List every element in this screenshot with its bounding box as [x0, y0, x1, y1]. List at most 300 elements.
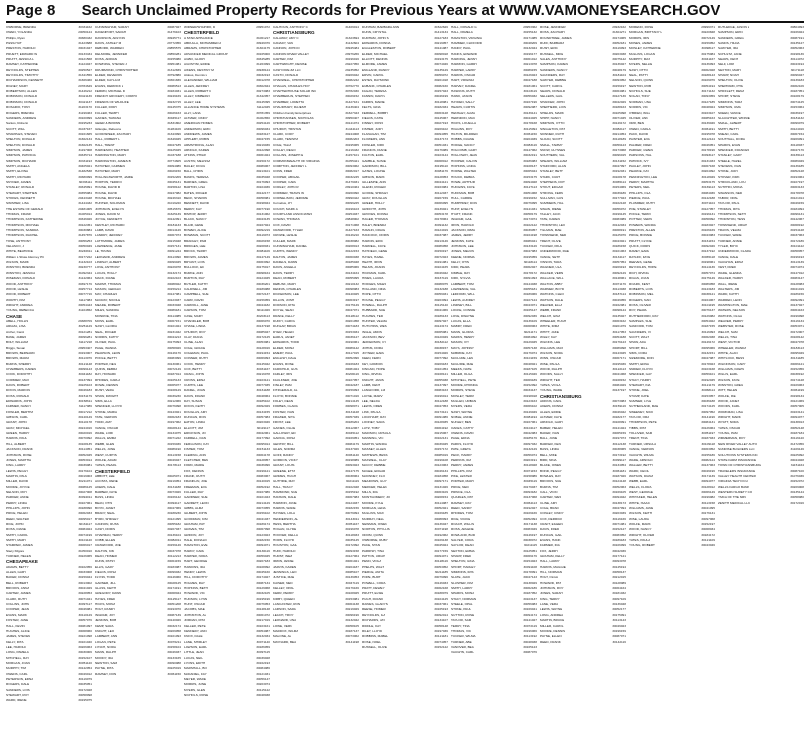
property-id: 30079094: [345, 511, 359, 516]
owner-name: ERVIN, CAROL: [362, 73, 384, 78]
owner-name: MULLEN, URBAN: [451, 399, 477, 404]
owner-name: BLACK, NANCY: [184, 217, 207, 222]
owner-name: JOHNSON, ROSE: [6, 452, 32, 457]
property-id: 30059101: [701, 372, 715, 377]
property-id: 30028125: [167, 580, 181, 585]
owner-name: MONTGOMERY, JO: [362, 495, 391, 500]
property-id: 30149172: [612, 121, 626, 126]
owner-name: FERRIN, MICHAEL D: [95, 89, 125, 94]
locality-name: CHESAPEAKE: [6, 559, 38, 565]
property-id: 30176089: [434, 147, 448, 152]
owner-name: William L Shaw Attorney PC: [6, 254, 45, 259]
owner-name: OAKES, CATHY: [451, 425, 474, 430]
owner-name: ZIMMERMAN, ROY: [718, 436, 746, 441]
property-id: 30057054: [612, 260, 626, 265]
owner-name: SAUNDERS, RAY: [540, 73, 566, 78]
owner-name: SHORT, STEVE: [718, 94, 741, 99]
property-id: 30062033: [78, 511, 92, 516]
property-id: 30171068: [345, 222, 359, 227]
owner-name: ROSE, NOEL: [362, 639, 381, 644]
property-id: 30257714: [78, 286, 92, 291]
owner-name: LOVE, DWAYNE: [451, 313, 475, 318]
owner-name: WINSTON, JESSICA: [6, 270, 36, 275]
owner-name: MEEKS, NATE: [451, 367, 472, 371]
owner-name: STEELE, OPAL: [451, 602, 473, 607]
property-id: 30113038: [612, 286, 626, 291]
property-id: 30047083: [523, 249, 537, 254]
owner-name: ALLEN, ROBERT C: [184, 89, 212, 94]
property-id: 30064159: [167, 559, 181, 564]
property-id: 30136104: [167, 532, 181, 537]
listing-row: [718, 501, 804, 506]
property-id: 30132044: [523, 46, 537, 51]
owner-name: MAXWELL, CLAY: [362, 457, 387, 462]
owner-name: JEFFERSON, CY: [362, 340, 387, 345]
owner-name: SCHULTZ, JANE: [718, 51, 742, 56]
property-id: 30012078: [256, 78, 270, 83]
property-id: 30058105: [345, 623, 359, 628]
owner-name: CARTWRIGHT, DENISE: [273, 62, 307, 67]
owner-name: ROBINSON, MEL: [629, 292, 654, 297]
owner-name: PORTER, NEIL: [95, 361, 117, 366]
owner-name: BARKER, KEN: [540, 441, 561, 446]
listing-column: [6, 25, 92, 735]
property-id: 30211171: [523, 329, 537, 334]
property-id: 30049056: [612, 297, 626, 302]
property-id: 31284106: [167, 126, 181, 131]
owner-name: THORNTON, TESS: [718, 217, 746, 222]
owner-name: AKERS, DONNA: [540, 404, 564, 409]
property-id: 30153057: [701, 393, 715, 398]
owner-name: THOMAS, VIC: [451, 628, 472, 633]
property-id: 30187114: [612, 292, 626, 297]
property-id: 30099079: [790, 121, 804, 126]
property-id: 30085107: [345, 570, 359, 575]
property-id: 30126064: [701, 425, 715, 430]
owner-name: PEARCE, KAY: [629, 169, 650, 174]
owner-name: DAVIS, FRANK: [184, 393, 206, 398]
owner-name: FAIRCHILD, GUS: [273, 367, 298, 371]
owner-name: NORRIS, VIC: [629, 105, 648, 110]
owner-name: ENGLISH, DALE: [273, 356, 297, 361]
owner-name: CANNON RIVER VALLEY: [273, 51, 310, 56]
property-id: 30045119: [523, 479, 537, 484]
property-id: 30199121: [256, 468, 270, 473]
property-id: 30043021: [612, 238, 626, 243]
property-id: 30169041: [523, 607, 537, 612]
property-id: 30087100: [790, 468, 804, 473]
owner-name: WAGNER, ULA: [540, 265, 562, 270]
property-id: 30167061: [523, 420, 537, 425]
owner-name: CORMIER, TRAVIS W: [273, 190, 304, 195]
property-id: 30210132: [345, 281, 359, 286]
property-id: 30059045: [256, 554, 270, 559]
property-id: 30093078: [612, 559, 626, 564]
property-id: 30093117: [701, 153, 715, 158]
property-id: 30096047: [790, 73, 804, 78]
owner-name: HART, GEORGE: [184, 559, 208, 564]
owner-name: COOK, HENRY: [184, 361, 206, 366]
property-id: 30087134: [256, 580, 270, 585]
owner-name: DYER, HELEN: [273, 329, 294, 334]
property-id: 30108135: [78, 441, 92, 446]
owner-name: WHITLOCK, BESS: [718, 356, 745, 361]
owner-name: HALL, PAMELA: [451, 30, 473, 35]
property-id: 30146033: [434, 580, 448, 585]
property-id: 29951072: [256, 25, 270, 29]
property-id: 31444113: [345, 126, 359, 131]
owner-name: TATE, VERNON: [95, 415, 118, 420]
owner-name: ELLIOTT, JIM: [184, 425, 203, 430]
property-id: 31457876: [78, 233, 92, 238]
property-id: 30103137: [523, 596, 537, 601]
property-id: 30055182: [167, 521, 181, 526]
owner-name: JENNINGS, LEO: [273, 570, 297, 575]
property-id: 30041037: [256, 516, 270, 521]
property-id: 30232715: [167, 99, 181, 104]
property-id: 30172186: [790, 238, 804, 243]
owner-name: CURTIS, LEE: [184, 383, 204, 388]
owner-name: HOWELL, RALPH: [362, 302, 388, 307]
owner-name: EDWARDS, JOHN: [6, 399, 32, 404]
property-id: 30086125: [78, 484, 92, 489]
owner-name: LITTLE, JEAN: [184, 650, 204, 655]
owner-name: DAVIS, ASHLEY M: [95, 41, 122, 46]
owner-name: DOSS, ADRIAN: [95, 57, 118, 62]
owner-name: HANCOCK, DORIS: [362, 233, 389, 238]
owner-name: RAMSEY, DON: [95, 671, 117, 676]
owner-name: STRONG, FERN: [540, 190, 564, 195]
property-id: 30057074: [701, 270, 715, 275]
property-id: 30054188: [612, 334, 626, 339]
owner-name: LONG, PAMELA: [6, 650, 29, 655]
property-id: 30159044: [78, 575, 92, 580]
property-id: 30061012: [523, 57, 537, 62]
owner-name: STEPHENS, DOT: [540, 179, 565, 184]
owner-name: JENKINS, BOB: [95, 618, 117, 623]
property-id: 30251129: [78, 324, 92, 329]
property-id: 30169113: [701, 185, 715, 190]
property-id: 30048064: [256, 393, 270, 398]
owner-name: LINK, PAULA: [362, 409, 381, 414]
owner-name: HARMON, JUNE: [273, 500, 297, 505]
owner-name: SUTHERLAND, MAE: [629, 404, 659, 409]
owner-name: GROVES, DONNA: [362, 212, 389, 217]
owner-name: YOUNG, PAM: [718, 431, 738, 436]
property-id: 30515679: [167, 206, 181, 211]
property-id: 30155192: [345, 489, 359, 494]
owner-name: PETERS, NEIL: [629, 185, 650, 190]
owner-name: ERICKSON, JO: [184, 431, 206, 436]
property-id: 30029152: [345, 94, 359, 99]
owner-name: SIZEMORE, DON: [629, 356, 654, 361]
owner-name: STRICKLAND, LOU: [718, 179, 746, 184]
property-id: 30118033: [345, 532, 359, 537]
property-id: 30164067: [701, 297, 715, 302]
property-id: 30166142: [167, 495, 181, 500]
owner-name: GARCIA, ROSA: [273, 436, 296, 441]
owner-name: POPE, BURT: [362, 575, 381, 580]
property-id: 30181032: [612, 591, 626, 596]
property-id: 30041019: [790, 286, 804, 291]
property-id: 30154026: [434, 350, 448, 355]
property-id: 30118081: [434, 99, 448, 104]
owner-name: MALONE, AL: [273, 634, 292, 639]
property-id: 30938124: [256, 67, 270, 72]
owner-name: JACKSON, BEV: [362, 334, 385, 339]
property-id: 30221098: [78, 634, 92, 639]
property-id: 30225103: [78, 383, 92, 388]
property-id: 30166183: [345, 361, 359, 366]
owner-name: WORTH, KIM: [6, 297, 25, 302]
property-id: 30146210: [345, 233, 359, 238]
property-id: 30124148: [612, 479, 626, 484]
owner-name: REED, FRANK: [540, 639, 561, 644]
property-id: 30087139: [167, 612, 181, 617]
listing-row: [451, 650, 537, 655]
property-id: 30196066: [523, 628, 537, 633]
property-id: 30108179: [790, 94, 804, 99]
property-id: 30039028: [256, 655, 270, 660]
property-id: 30049012: [78, 671, 92, 676]
owner-name: CORNELISON, JEROME: [273, 196, 309, 200]
property-id: 30103168: [701, 367, 715, 371]
property-id: 30177159: [434, 548, 448, 553]
property-id: 30254126: [256, 121, 270, 126]
property-id: 30171132: [701, 89, 715, 94]
owner-name: GOFF, RANDY: [273, 452, 294, 457]
owner-name: WOLFE, MARK: [629, 521, 651, 526]
owner-name: CORLEY, JOHN R: [273, 185, 299, 190]
owner-name: MORRIS, JUNE: [184, 682, 207, 687]
property-id: 30199082: [701, 495, 715, 500]
property-id: 30189088: [256, 286, 270, 291]
owner-name: STONE, PAUL: [451, 607, 472, 612]
property-id: 30104125: [434, 596, 448, 601]
owner-name: CASTO, DONALD: [273, 73, 299, 78]
owner-name: MERCER, HELEN: [362, 484, 388, 489]
property-id: 30213101: [256, 169, 270, 174]
owner-name: BROWN, BERNARD: [6, 350, 35, 355]
owner-name: DOSS, RONALD: [6, 393, 30, 398]
property-id: 30203074: [256, 682, 270, 687]
owner-name: HOPKINS, LINDA: [451, 163, 476, 168]
property-id: 30161188: [256, 388, 270, 393]
property-id: 30048038: [256, 692, 270, 697]
owner-name: PRUITT, JESSICA L: [6, 57, 34, 62]
property-id: 30030006: [78, 650, 92, 655]
owner-name: GIBBS, ALMA: [184, 505, 204, 510]
property-id: 30047188: [523, 78, 537, 83]
owner-name: SALES, ANTHONY: [540, 57, 567, 62]
property-id: 30095017: [78, 516, 92, 521]
property-id: 30186083: [523, 158, 537, 163]
owner-name: FOLEY, DEAN: [273, 399, 294, 404]
owner-name: ESTES, RAYMOND: [362, 78, 390, 83]
property-id: 30083116: [523, 142, 537, 147]
property-id: 30127136: [612, 94, 626, 99]
owner-name: APPLEBY, ROBIN: [184, 137, 210, 142]
property-id: 30052021: [434, 505, 448, 510]
owner-name: RIGNEY, MARY: [6, 83, 29, 88]
owner-name: BASS, LINDA: [540, 447, 560, 452]
owner-name: QUICK, DORIS: [629, 244, 651, 249]
property-id: 30137197: [612, 388, 626, 393]
property-id: 30106099: [612, 543, 626, 548]
owner-name: REYNOLDS, TIMOTHY: [6, 73, 39, 78]
owner-name: BROOKS, SUE: [540, 479, 562, 484]
property-id: 30072137: [256, 292, 270, 297]
owner-name: TAYLOR, SAM: [451, 618, 472, 623]
property-id: 30046134: [434, 468, 448, 473]
owner-name: SIMS, ELLA: [95, 399, 112, 404]
property-id: 30951081: [167, 62, 181, 67]
owner-name: NUNLEY, BEN: [451, 420, 472, 425]
property-id: 30203094: [434, 297, 448, 302]
owner-name: ADKINS, CARL: [540, 399, 562, 404]
property-id: 30196078: [345, 527, 359, 532]
owner-name: DEBORD, WARREN: [95, 46, 124, 51]
property-id: 30208154: [434, 495, 448, 500]
property-id: 30032245: [345, 174, 359, 179]
property-id: 30084024: [78, 527, 92, 532]
owner-name: YATES, PEARL: [95, 463, 117, 468]
property-id: 30213078: [523, 62, 537, 67]
owner-name: HATFIELD, GENE: [362, 249, 388, 254]
owner-name: McBRIDE, KAY: [451, 350, 473, 355]
property-id: 30137026: [345, 447, 359, 452]
property-id: 30165193: [434, 607, 448, 612]
property-id: 20784649: [78, 83, 92, 88]
property-id: 30104165: [434, 265, 448, 270]
owner-name: PATE, GRETA: [451, 447, 471, 452]
owner-name: HICKMAN, KARL: [362, 270, 387, 275]
owner-name: HORN, FLOYD: [273, 538, 295, 542]
property-id: 30066149: [701, 489, 715, 494]
owner-name: PLUMMER, RUTH: [629, 201, 655, 206]
property-id: 30132188: [434, 286, 448, 291]
owner-name: HUNT, EVELYN: [451, 206, 473, 211]
owner-name: ORR, BEN: [629, 121, 644, 126]
owner-name: WOOD, ROBERT: [6, 292, 31, 297]
property-id: 30153081: [345, 596, 359, 601]
owner-name: BAILEY, DOUG: [184, 163, 206, 168]
property-id: 30063052: [701, 447, 715, 452]
property-id: 30066121: [790, 361, 804, 366]
property-id: 30140026: [167, 618, 181, 623]
owner-name: AMERICAN HOMES: [184, 121, 213, 126]
owner-name: ACOSTA, RENE: [95, 479, 118, 484]
listing-column: [362, 25, 448, 735]
owner-name: CLINE, ALAN: [184, 340, 203, 345]
owner-name: WISE, PAULA: [540, 361, 560, 366]
property-id: 30096196: [345, 612, 359, 617]
property-id: 30184172: [701, 532, 715, 537]
property-id: 31117218: [78, 340, 92, 345]
owner-name: WOOD, ANTHONY: [6, 281, 33, 286]
property-id: 30162193: [256, 660, 270, 665]
owner-name: PERRY, LINDA: [6, 500, 28, 505]
owner-name: PACK, DAVID: [629, 131, 649, 136]
property-id: 30098083: [345, 286, 359, 291]
owner-name: COOPER, JEAN: [6, 607, 30, 612]
owner-name: EVANS, ROSE: [273, 361, 294, 366]
property-id: 30083049: [523, 527, 537, 532]
property-id: 30094042: [612, 495, 626, 500]
owner-name: PARKER, ANNE: [6, 495, 29, 500]
property-id: 30098164: [256, 270, 270, 275]
owner-name: HEATH, IRVIN: [362, 260, 383, 265]
property-id: 30121031: [256, 671, 270, 676]
property-id: 30042061: [256, 431, 270, 436]
owner-name: POTTER, VERN: [629, 217, 652, 222]
owner-name: SHEPPARD, PHIL: [718, 83, 744, 88]
owner-name: MEYER, WADE: [184, 676, 206, 681]
property-id: 30184094: [790, 206, 804, 211]
owner-name: BOWEN, ALICE: [184, 228, 207, 233]
owner-name: SWEENEY, NICK: [629, 409, 654, 414]
property-id: 30198089: [345, 457, 359, 462]
property-id: 30067073: [167, 233, 181, 238]
owner-name: SWAIN, IRENE: [540, 206, 562, 211]
property-id: 31117083: [78, 297, 92, 302]
property-id: 30203113: [256, 313, 270, 318]
property-id: 30174125: [701, 404, 715, 409]
property-id: 30054022: [701, 318, 715, 323]
property-id: 30062183: [167, 415, 181, 420]
property-id: 31136404: [345, 105, 359, 110]
property-id: 30084131: [701, 420, 715, 425]
property-id: 30042187: [345, 383, 359, 388]
property-id: 30049023: [612, 623, 626, 628]
owner-name: JONES, DAVID M: [95, 212, 120, 217]
owner-name: VANCE, SETH: [540, 254, 561, 259]
property-id: 30199145: [612, 212, 626, 217]
owner-name: TURNER, URSULA: [629, 441, 657, 446]
owner-name: WRIGHT, MARK: [718, 415, 741, 420]
owner-name: ROSE, JENNIFER: [540, 25, 566, 29]
property-id: 30145067: [434, 115, 448, 120]
property-id: 30097115: [256, 650, 270, 655]
owner-name: TRENT, TINA: [629, 436, 648, 441]
owner-name: WISEMAN, DONALD: [6, 276, 36, 281]
property-id: 30172016: [790, 500, 804, 505]
owner-name: MULLINS, MAX: [362, 511, 384, 516]
owner-name: THOMPSON, KATHERINE: [6, 217, 44, 222]
owner-name: PRINCE, OLA: [451, 489, 471, 494]
property-id: 30074046: [434, 62, 448, 67]
property-id: 30120049: [434, 334, 448, 339]
owner-name: LAMBERT, ANN: [95, 634, 118, 639]
property-id: 30183087: [167, 564, 181, 569]
owner-name: RUTHERFORD, RAY: [629, 313, 659, 318]
owner-name: FARMER, IDA: [540, 543, 560, 548]
owner-name: KELLY, OTIS: [451, 260, 469, 265]
owner-name: BOND, PEGGY: [540, 468, 562, 473]
owner-name: PRESTON, ALLEN: [629, 228, 656, 233]
owner-name: Santos, Roberto: [6, 121, 29, 126]
owner-name: HALEY, BRENDA: [362, 222, 387, 227]
property-id: 30094086: [167, 163, 181, 168]
owner-name: NELSON, QUINN: [629, 78, 654, 83]
listing-columns: [6, 25, 804, 735]
property-id: 30137173: [434, 137, 448, 142]
owner-name: KIDD, PEARL: [451, 265, 471, 270]
owner-name: WOOD, RALPH: [540, 367, 563, 371]
owner-name: SHEPHERD, LOIS: [540, 105, 566, 110]
owner-name: TOWN OF CHRISTIANSBURG: [718, 463, 762, 468]
property-id: 30196014: [434, 393, 448, 398]
